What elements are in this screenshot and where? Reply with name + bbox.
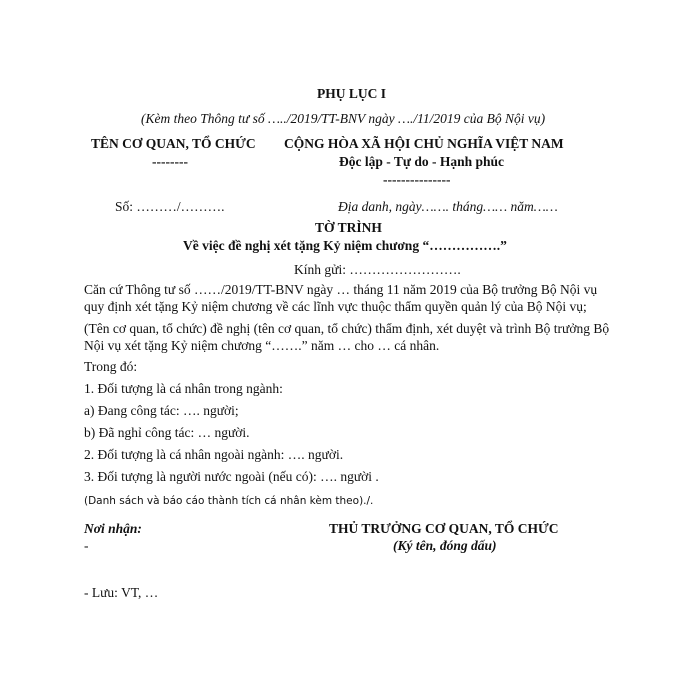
org-dashes: -------- <box>152 154 188 169</box>
motto-dashes: --------------- <box>383 172 451 187</box>
place-and-date: Địa danh, ngày……. tháng…… năm…… <box>338 199 558 214</box>
attachment-note: (Danh sách và báo cáo thành tích cá nhân kèm theo)./. <box>84 495 374 507</box>
signer-note: (Ký tên, đóng dấu) <box>393 538 497 553</box>
appendix-subtitle: (Kèm theo Thông tư số …../2019/TT-BNV ngày …./11/2019 của Bộ Nội vụ) <box>141 111 546 126</box>
item-1b: b) Đã nghỉ công tác: … người. <box>84 425 250 440</box>
national-motto: Độc lập - Tự do - Hạnh phúc <box>339 154 505 169</box>
appendix-title: PHỤ LỤC I <box>317 86 387 101</box>
item-1: 1. Đối tượng là cá nhân trong ngành: <box>84 381 283 396</box>
proposal-line-2: Nội vụ xét tặng Kỷ niệm chương “…….” năm … cho … cá nhân. <box>84 338 440 353</box>
recipients-dash: - <box>84 538 89 553</box>
document-number: Số: ………/………. <box>115 199 225 214</box>
item-3: 3. Đối tượng là người nước ngoài (nếu có): …. người . <box>84 469 379 484</box>
item-1a: a) Đang công tác: …. người; <box>84 403 239 418</box>
nation-name: CỘNG HÒA XÃ HỘI CHỦ NGHĨA VIỆT NAM <box>284 136 564 151</box>
proposal-line-1: (Tên cơ quan, tổ chức) đề nghị (tên cơ quan, tổ chức) thẩm định, xét duyệt và trình Bộ trưởng Bộ <box>84 321 610 336</box>
in-which-label: Trong đó: <box>84 359 138 374</box>
item-2: 2. Đối tượng là cá nhân ngoài ngành: …. người. <box>84 447 344 462</box>
basis-line-2: quy định xét tặng Kỷ niệm chương về các lĩnh vực thuộc thẩm quyền quản lý của Bộ Nội vụ; <box>84 299 587 314</box>
recipients-label: Nơi nhận: <box>84 521 142 536</box>
archive-note: - Lưu: VT, … <box>84 585 159 600</box>
basis-line-1: Căn cứ Thông tư số ……/2019/TT-BNV ngày … tháng 11 năm 2019 của Bộ trưởng Bộ Nội vụ <box>84 282 598 297</box>
document-title: TỜ TRÌNH <box>315 220 382 235</box>
org-name: TÊN CƠ QUAN, TỔ CHỨC <box>91 136 256 151</box>
signer-title: THỦ TRƯỞNG CƠ QUAN, TỔ CHỨC <box>329 521 559 536</box>
recipient-line: Kính gửi: ……………………. <box>294 262 461 277</box>
document-subject: Về việc đề nghị xét tặng Kỷ niệm chương “…………….” <box>183 238 507 253</box>
